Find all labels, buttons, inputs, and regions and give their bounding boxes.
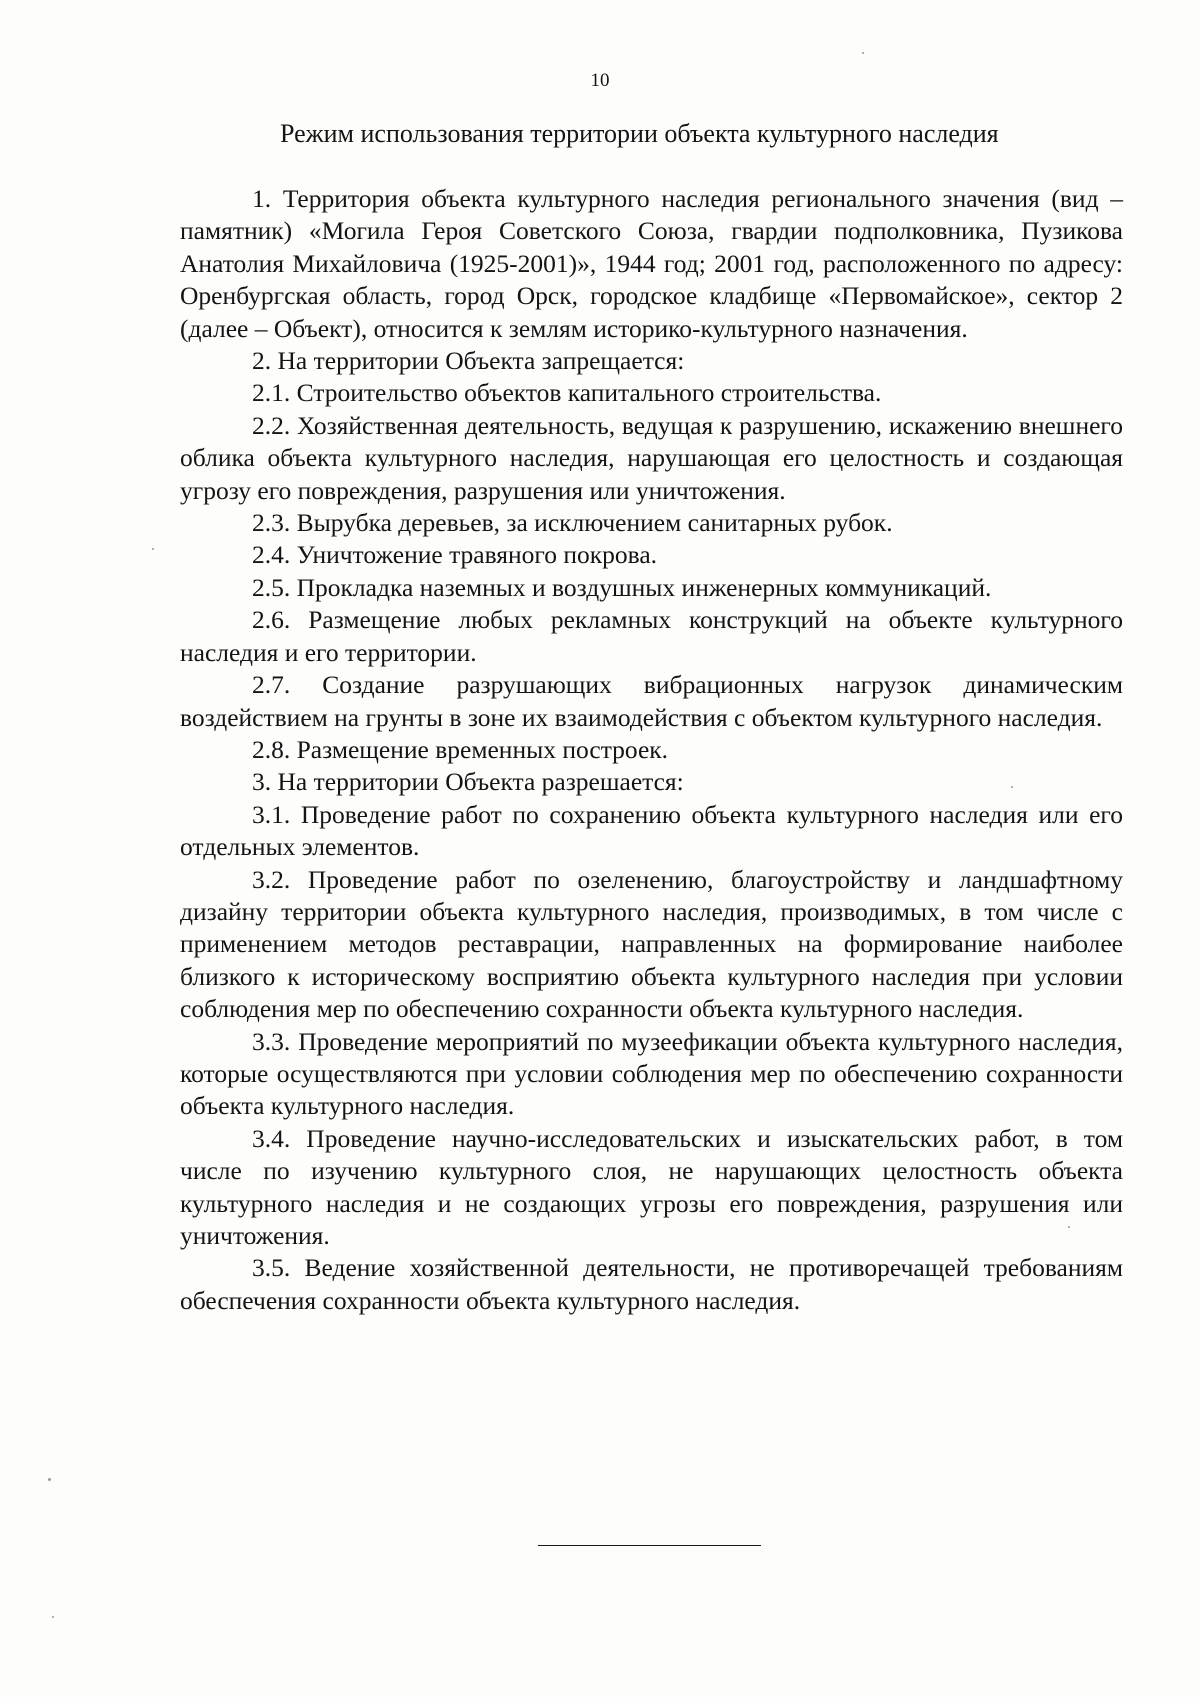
scan-speck	[48, 1478, 51, 1481]
paragraph-2: 2. На территории Объекта запрещается:	[252, 346, 685, 376]
paragraph-2-6: 2.6. Размещение любых рекламных конструкций на объекте культурного наследия и его территории.	[180, 605, 1123, 667]
paragraph-1: 1. Территория объекта культурного наследия регионального значения (вид – памятник) «Могила Героя Советского Союза, гвардии подполковника, Пузикова Анатолия Михайловича (1925-2001)», 1944 год; 2001 год, расположенного по адресу: Оренбургская область, город Орск, городское кладбище «Первомайское», сектор 2 (далее – Объект), относится к землям историко-культурного назначения.	[180, 184, 1123, 343]
scan-speck	[52, 1616, 54, 1618]
document-title: Режим использования территории объекта культурного наследия	[280, 119, 999, 148]
paragraph-2-8: 2.8. Размещение временных построек.	[252, 734, 669, 764]
paragraph-2-5: 2.5. Прокладка наземных и воздушных инженерных коммуникаций.	[252, 572, 992, 602]
paragraph-3-2: 3.2. Проведение работ по озеленению, благоустройству и ландшафтному дизайну территории объекта культурного наследия, производимых, в том числе с применением методов реставрации, направленных на формирование наиболее близкого к историческому восприятию объекта культурного наследия при условии соблюдения мер по обеспечению сохранности объекта культурного наследия.	[180, 864, 1123, 1024]
scan-speck	[862, 52, 864, 54]
paragraph-3-5: 3.5. Ведение хозяйственной деятельности, не противоречащей требованиям обеспечения сохранности объекта культурного наследия.	[180, 1253, 1123, 1315]
end-of-text-rule	[538, 1545, 761, 1546]
page-number: 10	[590, 70, 610, 91]
paragraph-3-4: 3.4. Проведение научно-исследовательских и изыскательских работ, в том числе по изучению культурного слоя, не нарушающих целостность объекта культурного наследия и не создающих угрозы его повреждения, разрушения или уничтожения.	[180, 1123, 1123, 1250]
paragraph-2-3: 2.3. Вырубка деревьев, за исключением санитарных рубок.	[252, 508, 893, 538]
paragraph-2-4: 2.4. Уничтожение травяного покрова.	[252, 540, 658, 570]
scan-speck	[1011, 786, 1013, 788]
paragraph-2-1: 2.1. Строительство объектов капитального строительства.	[252, 378, 882, 408]
scan-speck	[152, 548, 154, 550]
paragraph-3-3: 3.3. Проведение мероприятий по музеефикации объекта культурного наследия, которые осуществляются при условии соблюдения мер по обеспечению сохранности объекта культурного наследия.	[180, 1026, 1123, 1121]
paragraph-3: 3. На территории Объекта разрешается:	[252, 767, 684, 797]
paragraph-2-7: 2.7. Создание разрушающих вибрационных нагрузок динамическим воздействием на грунты в зоне их взаимодействия с объектом культурного наследия.	[180, 670, 1123, 732]
paragraph-2-2: 2.2. Хозяйственная деятельность, ведущая к разрушению, искажению внешнего облика объекта культурного наследия, нарушающая его целостность и создающая угрозу его повреждения, разрушения или уничтожения.	[180, 410, 1123, 505]
document-body	[180, 183, 1123, 1317]
paragraph-3-1: 3.1. Проведение работ по сохранению объекта культурного наследия или его отдельных элементов.	[180, 799, 1123, 862]
scan-speck	[1068, 1226, 1070, 1228]
